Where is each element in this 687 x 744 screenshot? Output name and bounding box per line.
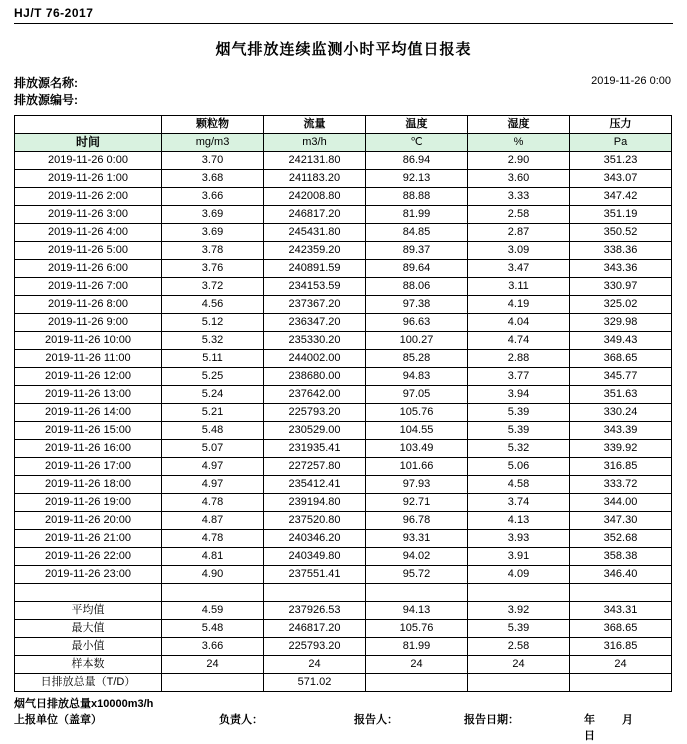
cell-time: 2019-11-26 19:00 <box>15 494 162 512</box>
summary-label: 平均值 <box>15 602 162 620</box>
cell-temperature: 92.13 <box>366 170 468 188</box>
cell-time: 2019-11-26 11:00 <box>15 350 162 368</box>
cell-flow: 234153.59 <box>264 278 366 296</box>
standard-code: HJ/T 76-2017 <box>14 6 94 20</box>
cell-time: 2019-11-26 7:00 <box>15 278 162 296</box>
cell-time: 2019-11-26 14:00 <box>15 404 162 422</box>
summary-temperature: 105.76 <box>366 620 468 638</box>
daily-total-humidity <box>468 674 570 692</box>
cell-pressure: 329.98 <box>570 314 672 332</box>
table-row <box>15 206 672 224</box>
cell-pressure: 347.30 <box>570 512 672 530</box>
cell-humidity: 3.77 <box>468 368 570 386</box>
footer-block <box>14 696 673 742</box>
cell-pressure: 338.36 <box>570 242 672 260</box>
cell-particulate: 5.48 <box>162 422 264 440</box>
summary-flow: 246817.20 <box>264 620 366 638</box>
cell-particulate: 3.68 <box>162 170 264 188</box>
cell-time: 2019-11-26 16:00 <box>15 440 162 458</box>
cell-humidity: 3.60 <box>468 170 570 188</box>
summary-pressure: 316.85 <box>570 638 672 656</box>
table-row <box>15 386 672 404</box>
cell-humidity: 3.33 <box>468 188 570 206</box>
cell-pressure: 344.00 <box>570 494 672 512</box>
cell-humidity: 4.09 <box>468 566 570 584</box>
header-cell-flow: 流量 <box>264 116 366 134</box>
table-spacer-row <box>15 584 672 602</box>
table-units-row <box>15 134 672 152</box>
cell-humidity: 3.09 <box>468 242 570 260</box>
daily-total-pressure <box>570 674 672 692</box>
cell-temperature: 89.37 <box>366 242 468 260</box>
cell-time: 2019-11-26 20:00 <box>15 512 162 530</box>
signature-row <box>14 712 673 742</box>
table-row <box>15 458 672 476</box>
cell-pressure: 358.38 <box>570 548 672 566</box>
cell-temperature: 81.99 <box>366 206 468 224</box>
cell-humidity: 2.87 <box>468 224 570 242</box>
cell-time: 2019-11-26 17:00 <box>15 458 162 476</box>
table-row <box>15 440 672 458</box>
cell-flow: 237520.80 <box>264 512 366 530</box>
unit-cell-time: 时间 <box>15 134 162 152</box>
cell-humidity: 5.06 <box>468 458 570 476</box>
spacer-cell <box>264 584 366 602</box>
cell-pressure: 347.42 <box>570 188 672 206</box>
cell-humidity: 3.47 <box>468 260 570 278</box>
cell-flow: 242131.80 <box>264 152 366 170</box>
table-row <box>15 404 672 422</box>
cell-particulate: 3.76 <box>162 260 264 278</box>
cell-time: 2019-11-26 22:00 <box>15 548 162 566</box>
summary-humidity: 2.58 <box>468 638 570 656</box>
daily-total-particulate <box>162 674 264 692</box>
table-row <box>15 530 672 548</box>
summary-label: 最大值 <box>15 620 162 638</box>
cell-time: 2019-11-26 23:00 <box>15 566 162 584</box>
cell-humidity: 4.58 <box>468 476 570 494</box>
cell-time: 2019-11-26 13:00 <box>15 386 162 404</box>
cell-temperature: 93.31 <box>366 530 468 548</box>
cell-particulate: 3.66 <box>162 188 264 206</box>
cell-time: 2019-11-26 18:00 <box>15 476 162 494</box>
cell-humidity: 3.93 <box>468 530 570 548</box>
summary-flow: 237926.53 <box>264 602 366 620</box>
summary-particulate: 3.66 <box>162 638 264 656</box>
table-row <box>15 548 672 566</box>
cell-particulate: 4.78 <box>162 494 264 512</box>
cell-temperature: 96.63 <box>366 314 468 332</box>
cell-flow: 241183.20 <box>264 170 366 188</box>
spacer-cell <box>366 584 468 602</box>
cell-time: 2019-11-26 21:00 <box>15 530 162 548</box>
source-id-label: 排放源编号: <box>14 93 78 107</box>
report-date-blank: 年 月 日 <box>584 714 646 742</box>
summary-label: 最小值 <box>15 638 162 656</box>
cell-humidity: 4.04 <box>468 314 570 332</box>
cell-flow: 245431.80 <box>264 224 366 242</box>
cell-flow: 236347.20 <box>264 314 366 332</box>
cell-particulate: 5.11 <box>162 350 264 368</box>
unit-cell-particulate: mg/m3 <box>162 134 264 152</box>
cell-humidity: 3.74 <box>468 494 570 512</box>
cell-time: 2019-11-26 12:00 <box>15 368 162 386</box>
table-row <box>15 476 672 494</box>
unit-cell-pressure: Pa <box>570 134 672 152</box>
cell-particulate: 4.97 <box>162 476 264 494</box>
summary-pressure: 24 <box>570 656 672 674</box>
summary-humidity: 5.39 <box>468 620 570 638</box>
unit-cell-humidity: % <box>468 134 570 152</box>
table-row <box>15 242 672 260</box>
cell-particulate: 5.32 <box>162 332 264 350</box>
cell-pressure: 345.77 <box>570 368 672 386</box>
cell-flow: 239194.80 <box>264 494 366 512</box>
table-row <box>15 332 672 350</box>
cell-particulate: 4.78 <box>162 530 264 548</box>
daily-total-temperature <box>366 674 468 692</box>
cell-humidity: 5.39 <box>468 404 570 422</box>
table-row <box>15 494 672 512</box>
cell-pressure: 339.92 <box>570 440 672 458</box>
summary-temperature: 24 <box>366 656 468 674</box>
cell-particulate: 4.81 <box>162 548 264 566</box>
cell-flow: 237551.41 <box>264 566 366 584</box>
cell-particulate: 3.72 <box>162 278 264 296</box>
cell-temperature: 95.72 <box>366 566 468 584</box>
summary-label: 样本数 <box>15 656 162 674</box>
cell-pressure: 343.39 <box>570 422 672 440</box>
summary-row-min <box>15 638 672 656</box>
cell-temperature: 103.49 <box>366 440 468 458</box>
cell-humidity: 5.39 <box>468 422 570 440</box>
header-cell-particulate: 颗粒物 <box>162 116 264 134</box>
cell-flow: 242008.80 <box>264 188 366 206</box>
cell-particulate: 4.97 <box>162 458 264 476</box>
cell-humidity: 3.91 <box>468 548 570 566</box>
table-row <box>15 566 672 584</box>
cell-flow: 227257.80 <box>264 458 366 476</box>
cell-time: 2019-11-26 9:00 <box>15 314 162 332</box>
cell-time: 2019-11-26 4:00 <box>15 224 162 242</box>
cell-pressure: 343.07 <box>570 170 672 188</box>
table-header-row <box>15 116 672 134</box>
cell-particulate: 4.56 <box>162 296 264 314</box>
cell-temperature: 97.38 <box>366 296 468 314</box>
cell-pressure: 352.68 <box>570 530 672 548</box>
cell-particulate: 3.78 <box>162 242 264 260</box>
cell-particulate: 3.69 <box>162 206 264 224</box>
summary-row-average <box>15 602 672 620</box>
header-cell-temperature: 温度 <box>366 116 468 134</box>
cell-pressure: 351.63 <box>570 386 672 404</box>
cell-humidity: 4.74 <box>468 332 570 350</box>
cell-flow: 237367.20 <box>264 296 366 314</box>
cell-flow: 235412.41 <box>264 476 366 494</box>
cell-particulate: 5.25 <box>162 368 264 386</box>
summary-flow: 24 <box>264 656 366 674</box>
cell-humidity: 4.19 <box>468 296 570 314</box>
spacer-cell <box>468 584 570 602</box>
summary-row-max <box>15 620 672 638</box>
table-row <box>15 422 672 440</box>
cell-pressure: 330.97 <box>570 278 672 296</box>
header-cell-humidity: 湿度 <box>468 116 570 134</box>
cell-time: 2019-11-26 8:00 <box>15 296 162 314</box>
cell-temperature: 89.64 <box>366 260 468 278</box>
table-row <box>15 296 672 314</box>
summary-temperature: 94.13 <box>366 602 468 620</box>
cell-temperature: 97.05 <box>366 386 468 404</box>
cell-humidity: 3.11 <box>468 278 570 296</box>
cell-flow: 231935.41 <box>264 440 366 458</box>
cell-particulate: 3.69 <box>162 224 264 242</box>
table-row <box>15 170 672 188</box>
cell-flow: 225793.20 <box>264 404 366 422</box>
summary-row-samples <box>15 656 672 674</box>
cell-temperature: 84.85 <box>366 224 468 242</box>
report-date-label: 报告日期： <box>464 714 519 726</box>
cell-flow: 240349.80 <box>264 548 366 566</box>
cell-particulate: 5.24 <box>162 386 264 404</box>
unit-cell-flow: m3/h <box>264 134 366 152</box>
cell-temperature: 85.28 <box>366 350 468 368</box>
spacer-cell <box>570 584 672 602</box>
table-row <box>15 224 672 242</box>
cell-temperature: 88.06 <box>366 278 468 296</box>
cell-temperature: 94.83 <box>366 368 468 386</box>
unit-cell-temperature: ℃ <box>366 134 468 152</box>
cell-temperature: 100.27 <box>366 332 468 350</box>
summary-particulate: 24 <box>162 656 264 674</box>
cell-flow: 244002.00 <box>264 350 366 368</box>
header-cell-pressure: 压力 <box>570 116 672 134</box>
summary-pressure: 368.65 <box>570 620 672 638</box>
cell-flow: 240891.59 <box>264 260 366 278</box>
cell-flow: 235330.20 <box>264 332 366 350</box>
summary-humidity: 3.92 <box>468 602 570 620</box>
cell-time: 2019-11-26 6:00 <box>15 260 162 278</box>
summary-particulate: 4.59 <box>162 602 264 620</box>
cell-humidity: 2.58 <box>468 206 570 224</box>
meta-block <box>14 75 673 109</box>
cell-pressure: 368.65 <box>570 350 672 368</box>
cell-temperature: 94.02 <box>366 548 468 566</box>
header-divider <box>14 23 673 24</box>
cell-time: 2019-11-26 15:00 <box>15 422 162 440</box>
cell-time: 2019-11-26 2:00 <box>15 188 162 206</box>
cell-particulate: 5.07 <box>162 440 264 458</box>
cell-pressure: 343.36 <box>570 260 672 278</box>
reporter-label: 报告人： <box>354 714 398 726</box>
summary-temperature: 81.99 <box>366 638 468 656</box>
cell-particulate: 5.21 <box>162 404 264 422</box>
footer-note: 烟气日排放总量x10000m3/h <box>14 698 154 710</box>
cell-particulate: 5.12 <box>162 314 264 332</box>
table-row <box>15 260 672 278</box>
cell-time: 2019-11-26 0:00 <box>15 152 162 170</box>
table-row <box>15 188 672 206</box>
cell-pressure: 325.02 <box>570 296 672 314</box>
cell-flow: 242359.20 <box>264 242 366 260</box>
cell-time: 2019-11-26 10:00 <box>15 332 162 350</box>
cell-particulate: 4.87 <box>162 512 264 530</box>
daily-total-flow: 571.02 <box>264 674 366 692</box>
table-row <box>15 278 672 296</box>
cell-flow: 246817.20 <box>264 206 366 224</box>
table-row <box>15 512 672 530</box>
cell-humidity: 4.13 <box>468 512 570 530</box>
daily-total-row <box>15 674 672 692</box>
table-row <box>15 314 672 332</box>
cell-time: 2019-11-26 5:00 <box>15 242 162 260</box>
cell-time: 2019-11-26 3:00 <box>15 206 162 224</box>
summary-humidity: 24 <box>468 656 570 674</box>
cell-humidity: 3.94 <box>468 386 570 404</box>
cell-humidity: 2.90 <box>468 152 570 170</box>
cell-humidity: 2.88 <box>468 350 570 368</box>
cell-particulate: 3.70 <box>162 152 264 170</box>
summary-flow: 225793.20 <box>264 638 366 656</box>
responsible-person-label: 负责人： <box>219 714 263 726</box>
cell-pressure: 330.24 <box>570 404 672 422</box>
cell-temperature: 92.71 <box>366 494 468 512</box>
spacer-cell <box>15 584 162 602</box>
cell-pressure: 346.40 <box>570 566 672 584</box>
cell-flow: 237642.00 <box>264 386 366 404</box>
cell-pressure: 350.52 <box>570 224 672 242</box>
cell-flow: 230529.00 <box>264 422 366 440</box>
cell-temperature: 101.66 <box>366 458 468 476</box>
table-row <box>15 350 672 368</box>
cell-pressure: 333.72 <box>570 476 672 494</box>
cell-temperature: 104.55 <box>366 422 468 440</box>
summary-particulate: 5.48 <box>162 620 264 638</box>
daily-total-label: 日排放总量（T/D） <box>15 674 162 692</box>
measurement-table <box>14 115 672 692</box>
header-cell-time <box>15 116 162 134</box>
cell-flow: 238680.00 <box>264 368 366 386</box>
summary-pressure: 343.31 <box>570 602 672 620</box>
page-title: 烟气排放连续监测小时平均值日报表 <box>215 41 472 58</box>
cell-temperature: 96.78 <box>366 512 468 530</box>
cell-humidity: 5.32 <box>468 440 570 458</box>
cell-pressure: 351.23 <box>570 152 672 170</box>
reporting-unit-label: 上报单位（盖章） <box>14 714 102 726</box>
cell-pressure: 351.19 <box>570 206 672 224</box>
cell-pressure: 349.43 <box>570 332 672 350</box>
source-name-label: 排放源名称: <box>14 76 78 90</box>
table-row <box>15 368 672 386</box>
spacer-cell <box>162 584 264 602</box>
report-datetime: 2019-11-26 0:00 <box>591 75 671 87</box>
cell-temperature: 105.76 <box>366 404 468 422</box>
table-row <box>15 152 672 170</box>
cell-temperature: 86.94 <box>366 152 468 170</box>
cell-temperature: 88.88 <box>366 188 468 206</box>
cell-temperature: 97.93 <box>366 476 468 494</box>
cell-particulate: 4.90 <box>162 566 264 584</box>
cell-flow: 240346.20 <box>264 530 366 548</box>
cell-pressure: 316.85 <box>570 458 672 476</box>
cell-time: 2019-11-26 1:00 <box>15 170 162 188</box>
